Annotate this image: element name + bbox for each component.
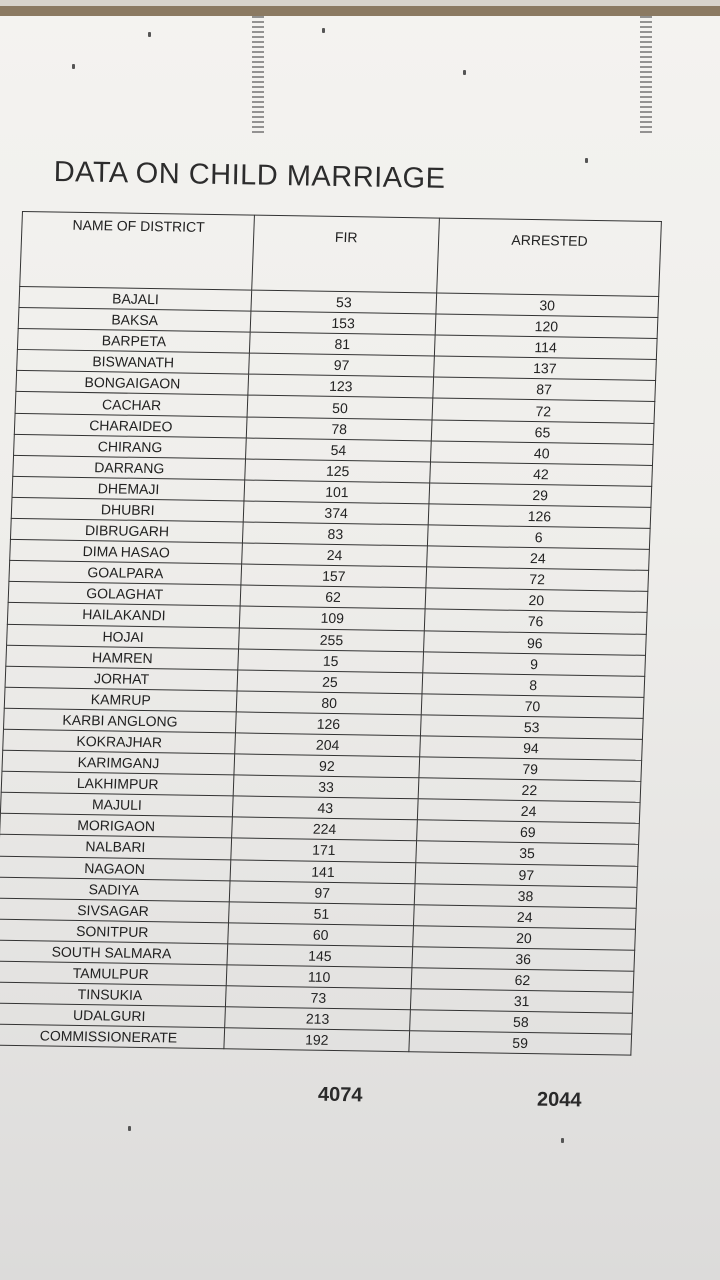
district-name-cell: GOALPARA (9, 561, 242, 586)
fir-count-cell: 50 (247, 396, 432, 420)
speck (322, 28, 325, 33)
arrested-count-cell: 72 (426, 567, 649, 592)
arrested-count-cell: 79 (419, 757, 642, 782)
fir-count-cell: 110 (227, 965, 412, 989)
arrested-count-cell: 76 (424, 609, 647, 634)
document-title: DATA ON CHILD MARRIAGE (53, 156, 446, 195)
arrested-count-cell: 22 (418, 778, 641, 803)
arrested-count-cell: 97 (415, 862, 638, 887)
arrested-count-cell: 31 (410, 989, 633, 1014)
fir-count-cell: 81 (250, 332, 435, 356)
fir-count-cell: 92 (234, 754, 419, 778)
fir-count-cell: 97 (230, 880, 415, 904)
data-table-wrapper (0, 211, 680, 1056)
district-name-cell: DIBRUGARH (10, 518, 243, 543)
fir-count-cell: 204 (235, 733, 420, 757)
speck (148, 32, 151, 37)
fir-count-cell: 153 (251, 311, 436, 335)
arrested-count-cell: 65 (431, 420, 654, 445)
arrested-count-cell: 53 (420, 715, 643, 740)
total-arrested: 2044 (536, 1088, 582, 1112)
fir-count-cell: 126 (236, 712, 421, 736)
fir-count-cell: 83 (243, 522, 428, 546)
fir-count-cell: 33 (234, 775, 419, 799)
fir-count-cell: 171 (231, 838, 416, 862)
column-header-district: NAME OF DISTRICT (20, 212, 255, 291)
fir-count-cell: 15 (238, 649, 423, 673)
district-name-cell: DIMA HASAO (10, 539, 243, 564)
arrested-count-cell: 20 (425, 588, 648, 613)
district-name-cell: LAKHIMPUR (1, 771, 234, 796)
arrested-count-cell: 30 (436, 293, 659, 318)
district-name-cell: JORHAT (5, 666, 238, 691)
district-name-cell: SOUTH SALMARA (0, 940, 228, 965)
district-name-cell: SONITPUR (0, 919, 229, 944)
district-name-cell: CHARAIDEO (14, 413, 247, 438)
district-name-cell: TINSUKIA (0, 982, 227, 1007)
arrested-count-cell: 8 (422, 673, 645, 698)
arrested-count-cell: 69 (416, 820, 639, 845)
district-name-cell: CHIRANG (14, 434, 247, 459)
arrested-count-cell: 24 (426, 546, 649, 571)
arrested-count-cell: 126 (428, 504, 651, 529)
district-name-cell: DARRANG (13, 455, 246, 480)
arrested-count-cell: 70 (421, 694, 644, 719)
fir-count-cell: 374 (244, 501, 429, 525)
district-name-cell: COMMISSIONERATE (0, 1024, 225, 1049)
speck (463, 70, 466, 75)
fir-count-cell: 145 (227, 944, 412, 968)
fir-count-cell: 53 (251, 290, 436, 314)
arrested-count-cell: 36 (412, 947, 635, 972)
fir-count-cell: 25 (237, 670, 422, 694)
table-header-row (20, 212, 662, 297)
arrested-count-cell: 35 (416, 841, 639, 866)
district-name-cell: TAMULPUR (0, 961, 227, 986)
binding-mark-right (640, 16, 652, 136)
district-name-cell: DHEMAJI (12, 476, 245, 501)
fir-count-cell: 141 (230, 859, 415, 883)
arrested-count-cell: 137 (433, 356, 656, 381)
arrested-count-cell: 72 (432, 398, 655, 423)
fir-count-cell: 125 (245, 459, 430, 483)
arrested-count-cell: 87 (433, 377, 656, 402)
fir-count-cell: 60 (228, 923, 413, 947)
total-fir: 4074 (317, 1083, 363, 1107)
district-name-cell: HAMREN (6, 645, 239, 670)
arrested-count-cell: 58 (409, 1010, 632, 1035)
district-name-cell: MAJULI (0, 792, 233, 817)
column-header-fir: FIR (252, 215, 439, 293)
speck (72, 64, 75, 69)
arrested-count-cell: 59 (409, 1031, 632, 1056)
fir-count-cell: 78 (247, 417, 432, 441)
arrested-count-cell: 96 (423, 630, 646, 655)
fir-count-cell: 192 (224, 1028, 409, 1052)
district-name-cell: NALBARI (0, 835, 232, 860)
district-name-cell: UDALGURI (0, 1003, 226, 1028)
district-name-cell: KARIMGANJ (2, 750, 235, 775)
district-name-cell: BAJALI (19, 286, 252, 311)
fir-count-cell: 224 (232, 817, 417, 841)
fir-count-cell: 62 (240, 585, 425, 609)
district-name-cell: KAMRUP (4, 687, 237, 712)
district-name-cell: MORIGAON (0, 814, 233, 839)
district-name-cell: BISWANATH (17, 350, 250, 375)
arrested-count-cell: 9 (423, 651, 646, 676)
fir-count-cell: 255 (239, 627, 424, 651)
speck (128, 1126, 131, 1131)
district-name-cell: DHUBRI (11, 497, 244, 522)
district-name-cell: KOKRAJHAR (3, 729, 236, 754)
fir-count-cell: 54 (246, 438, 431, 462)
fir-count-cell: 73 (226, 986, 411, 1010)
fir-count-cell: 43 (233, 796, 418, 820)
arrested-count-cell: 94 (419, 736, 642, 761)
district-table (0, 211, 662, 1056)
column-header-arrested: ARRESTED (436, 218, 661, 296)
arrested-count-cell: 29 (429, 483, 652, 508)
speck (561, 1138, 564, 1143)
arrested-count-cell: 38 (414, 883, 637, 908)
arrested-count-cell: 24 (413, 904, 636, 929)
fir-count-cell: 51 (229, 902, 414, 926)
binding-mark-left (252, 16, 264, 136)
arrested-count-cell: 24 (417, 799, 640, 824)
arrested-count-cell: 20 (413, 926, 636, 951)
district-name-cell: BAKSA (18, 308, 251, 333)
district-name-cell: SADIYA (0, 877, 230, 902)
district-name-cell: GOLAGHAT (8, 582, 241, 607)
paper-sheet (0, 6, 720, 1280)
paper-top-edge (0, 6, 720, 16)
district-name-cell: BARPETA (17, 329, 250, 354)
fir-count-cell: 80 (237, 691, 422, 715)
fir-count-cell: 24 (242, 543, 427, 567)
fir-count-cell: 123 (248, 374, 433, 398)
district-name-cell: BONGAIGAON (16, 371, 249, 396)
district-name-cell: NAGAON (0, 856, 231, 881)
district-name-cell: SIVSAGAR (0, 898, 230, 923)
district-name-cell: KARBI ANGLONG (3, 708, 236, 733)
speck (585, 158, 588, 163)
district-name-cell: CACHAR (15, 392, 248, 417)
fir-count-cell: 101 (244, 480, 429, 504)
arrested-count-cell: 42 (430, 462, 653, 487)
arrested-count-cell: 6 (427, 525, 650, 550)
fir-count-cell: 213 (225, 1007, 410, 1031)
arrested-count-cell: 120 (435, 314, 658, 339)
fir-count-cell: 97 (249, 353, 434, 377)
arrested-count-cell: 40 (430, 441, 653, 466)
district-name-cell: HAILAKANDI (7, 603, 240, 628)
district-name-cell: HOJAI (7, 624, 240, 649)
fir-count-cell: 157 (241, 564, 426, 588)
arrested-count-cell: 62 (411, 968, 634, 993)
fir-count-cell: 109 (240, 606, 425, 630)
arrested-count-cell: 114 (434, 335, 657, 360)
